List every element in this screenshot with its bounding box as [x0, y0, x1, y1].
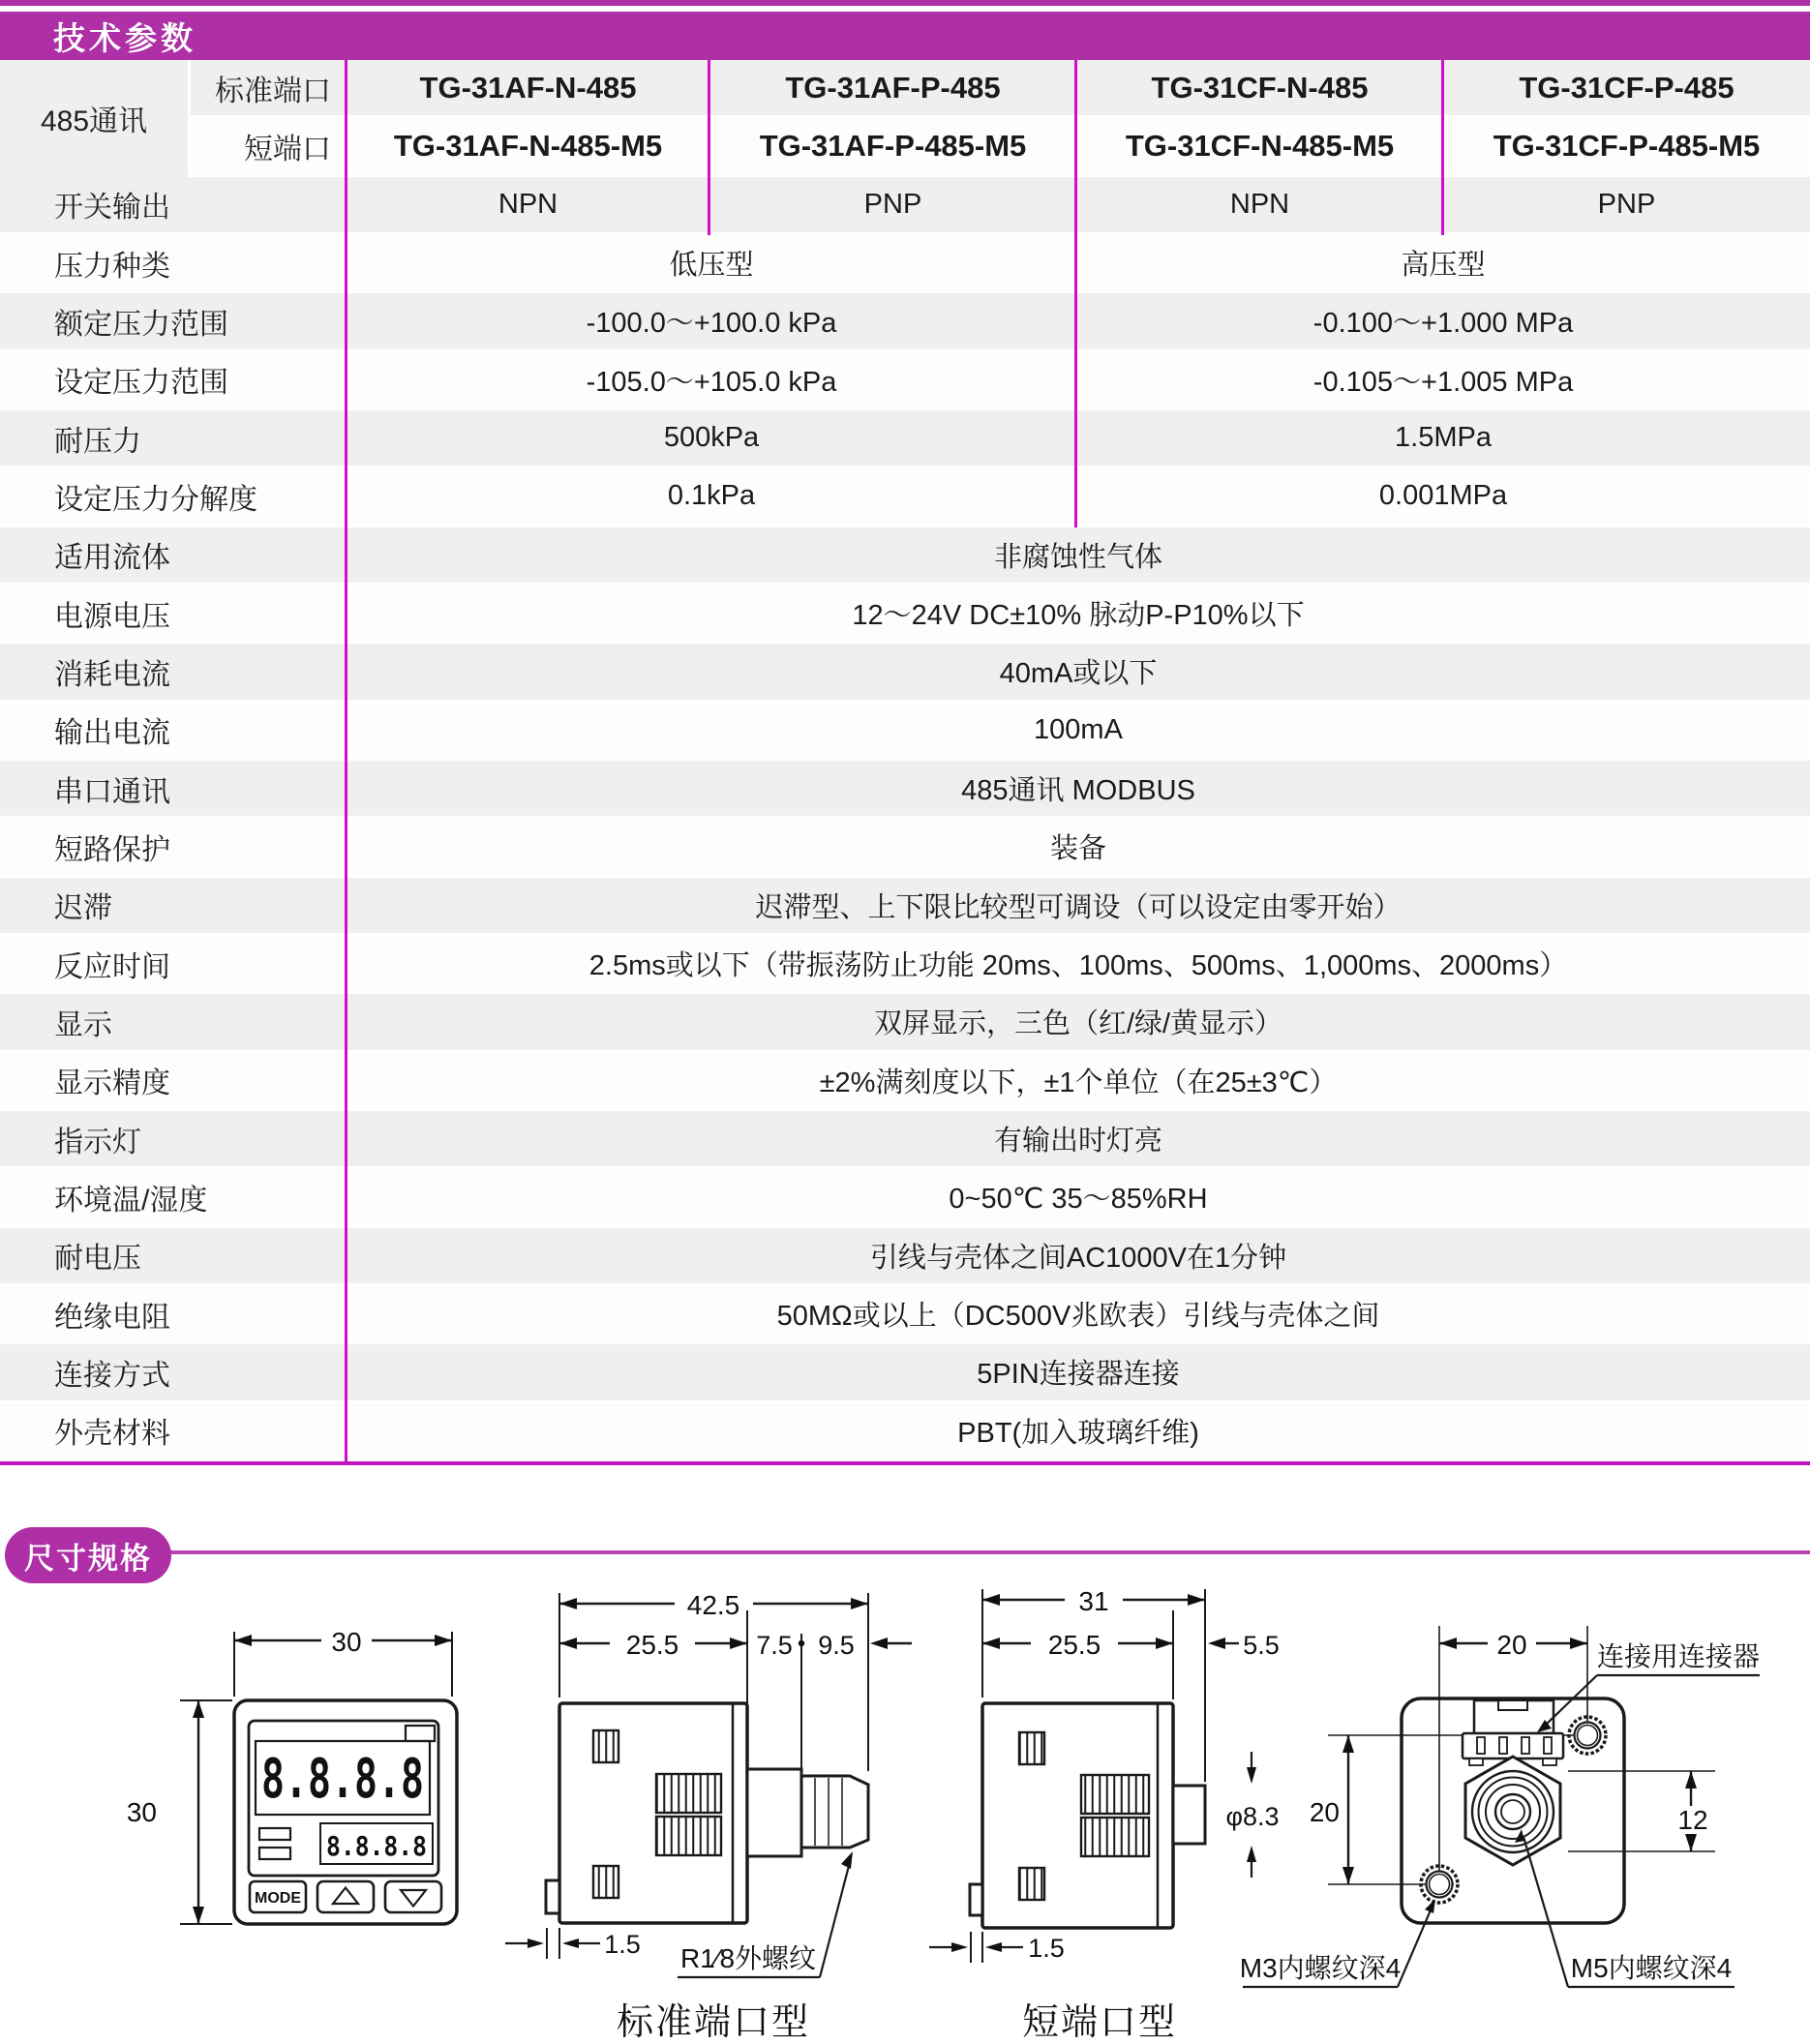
- spec-row-label: 压力种类: [54, 250, 170, 283]
- spec-value-cell: PBT(加入玻璃纤维): [957, 1417, 1199, 1449]
- model-number-cell: TG-31AF-N-485-M5: [393, 128, 663, 163]
- spec-value-cell: 装备: [1049, 833, 1106, 865]
- spec-row-label: 短路保护: [54, 833, 170, 866]
- model-number-cell: TG-31CF-P-485-M5: [1493, 128, 1761, 163]
- spec-value-cell: 5PIN连接器连接: [977, 1359, 1180, 1391]
- model-cells: [347, 118, 1810, 173]
- spec-row-label: 迟滞: [54, 892, 112, 925]
- spec-value-cell: 50MΩ或以上（DC500V兆欧表）引线与壳体之间: [776, 1301, 1380, 1333]
- spec-row-label: 显示: [54, 1008, 112, 1041]
- dim-standard-body: 25.5: [625, 1630, 679, 1660]
- spec-value-cell: 485通讯 MODBUS: [961, 775, 1195, 807]
- spec-row-values: [347, 644, 1810, 699]
- spec-row-label: 反应时间: [54, 950, 170, 983]
- model-number-cell: TG-31AF-P-485-M5: [759, 128, 1027, 163]
- section-divider-line: [87, 1550, 1810, 1554]
- m3-thread-label: M3内螺纹深4: [1239, 1953, 1402, 1983]
- spec-row-values: [347, 1403, 1810, 1458]
- spec-row-label: 耐压力: [54, 425, 141, 458]
- dim-short-total: 31: [1078, 1586, 1109, 1616]
- thread-type-label: R1⁄8外螺纹: [679, 1943, 817, 1973]
- dim-standard-b: 9.5: [818, 1631, 855, 1660]
- spec-row-values: [347, 235, 1810, 290]
- spec-row: [0, 1228, 1810, 1286]
- dim-short-b: 5.5: [1243, 1631, 1280, 1660]
- spec-value-cell: 低压型: [669, 250, 754, 282]
- spec-row-label: 设定压力范围: [54, 367, 228, 400]
- dim-short-body: 25.5: [1047, 1630, 1101, 1660]
- spec-row: [0, 235, 1810, 293]
- spec-row: [0, 1111, 1810, 1169]
- spec-row: [0, 60, 1810, 118]
- dim-rear-port: 12: [1677, 1805, 1708, 1835]
- spec-row: [0, 527, 1810, 586]
- port-type-label: 标准端口: [215, 75, 331, 107]
- spec-row-values: [347, 1053, 1810, 1108]
- grid-line-col1: [708, 60, 710, 235]
- spec-row: [0, 352, 1810, 410]
- spec-value-cell: 2.5ms或以下（带振荡防止功能 20ms、100ms、500ms、1,000ms、2000ms）: [588, 950, 1568, 982]
- spec-row-label: 绝缘电阻: [54, 1301, 170, 1334]
- spec-row-label: 电源电压: [54, 600, 170, 633]
- spec-row: [0, 1053, 1810, 1111]
- spec-row-label: 环境温/湿度: [54, 1184, 208, 1217]
- spec-row-label: 指示灯: [54, 1126, 141, 1158]
- spec-row: [0, 118, 1810, 176]
- spec-row-values: [347, 586, 1810, 641]
- spec-value-cell: 40mA或以下: [999, 658, 1158, 690]
- spec-table: [0, 60, 1810, 1461]
- model-number-cell: TG-31AF-P-485: [785, 70, 1001, 105]
- dim-short-tab: 1.5: [1028, 1934, 1065, 1963]
- spec-row-values: [347, 177, 1810, 232]
- spec-value-cell: 1.5MPa: [1395, 422, 1492, 454]
- spec-row-label: 显示精度: [54, 1067, 170, 1100]
- spec-row: [0, 293, 1810, 351]
- spec-value-cell: -0.105〜+1.005 MPa: [1312, 366, 1574, 398]
- spec-value-cell: 非腐蚀性气体: [993, 541, 1162, 573]
- spec-value-cell: 有输出时灯亮: [993, 1126, 1162, 1157]
- dim-standard-total: 42.5: [686, 1590, 740, 1620]
- model-number-cell: TG-31CF-P-485: [1519, 70, 1735, 105]
- spec-value-cell: 高压型: [1401, 250, 1486, 282]
- spec-row: [0, 703, 1810, 761]
- spec-row-values: [347, 994, 1810, 1049]
- spec-row-values: [347, 1344, 1810, 1399]
- spec-row-label: 串口通讯: [54, 775, 170, 808]
- spec-value-cell: 引线与壳体之间AC1000V在1分钟: [869, 1242, 1287, 1274]
- m5-thread-label: M5内螺纹深4: [1570, 1953, 1733, 1983]
- port-type-label: 短端口: [244, 133, 331, 165]
- drawing-front-view: [116, 1587, 494, 1974]
- spec-row: [0, 994, 1810, 1052]
- spec-row: [0, 586, 1810, 644]
- spec-value-cell: 100mA: [1034, 713, 1123, 745]
- dim-front-width: 30: [331, 1627, 362, 1657]
- spec-row-values: [347, 1286, 1810, 1341]
- spec-value-cell: 0.001MPa: [1378, 480, 1508, 512]
- spec-value-cell: NPN: [1229, 188, 1290, 220]
- spec-row: [0, 761, 1810, 819]
- mode-button-label: MODE: [255, 1890, 301, 1907]
- spec-value-cell: 0~50℃ 35〜85%RH: [949, 1184, 1208, 1216]
- spec-row: [0, 936, 1810, 994]
- spec-value-cell: ±2%满刻度以下，±1个单位（在25±3℃）: [819, 1067, 1338, 1098]
- spec-row-label: 输出电流: [54, 717, 170, 750]
- spec-value-cell: 双屏显示，三色（红/绿/黄显示）: [873, 1008, 1283, 1040]
- spec-value-cell: -105.0〜+105.0 kPa: [586, 366, 837, 398]
- dim-rear-horizontal: 20: [1496, 1630, 1527, 1660]
- model-cells: [347, 60, 1810, 115]
- drawing-standard-port: [484, 1587, 939, 2044]
- comm-group-label: 485通讯: [40, 105, 148, 138]
- display-sub-digits: 8.8.8.8: [326, 1830, 427, 1862]
- caption-standard-port: 标准端口型: [616, 2002, 811, 2043]
- dim-standard-tab: 1.5: [604, 1930, 641, 1959]
- section-header-dimensions: [5, 1527, 171, 1583]
- spec-row-values: [347, 761, 1810, 816]
- dim-short-diameter: φ8.3: [1225, 1802, 1280, 1831]
- top-accent-strip: [0, 0, 1810, 6]
- spec-row-values: [347, 410, 1810, 466]
- spec-row: [0, 177, 1810, 235]
- spec-row-values: [347, 1228, 1810, 1283]
- spec-row-values: [347, 293, 1810, 348]
- spec-row-label: 开关输出: [54, 192, 170, 225]
- model-number-cell: TG-31CF-N-485-M5: [1125, 128, 1395, 163]
- connector-label: 连接用连接器: [1596, 1641, 1761, 1671]
- spec-value-cell: PNP: [1597, 188, 1656, 220]
- spec-value-cell: 500kPa: [663, 422, 760, 454]
- model-number-cell: TG-31AF-N-485: [419, 70, 637, 105]
- spec-value-cell: -100.0〜+100.0 kPa: [586, 308, 837, 340]
- spec-row-label: 适用流体: [54, 542, 170, 575]
- spec-value-cell: PNP: [863, 188, 922, 220]
- spec-row-label: 耐电压: [54, 1243, 141, 1276]
- page-title: 技术参数: [53, 19, 196, 56]
- display-main-digits: 8.8.8.8: [261, 1748, 424, 1811]
- spec-row: [0, 819, 1810, 877]
- spec-row-label: 连接方式: [54, 1359, 170, 1392]
- spec-row-label: 设定压力分解度: [54, 483, 257, 516]
- grid-line-label-col: [345, 60, 347, 1461]
- spec-row-values: [347, 819, 1810, 874]
- spec-value-cell: -0.100〜+1.000 MPa: [1312, 308, 1574, 340]
- spec-row-label: 外壳材料: [54, 1418, 170, 1451]
- spec-row-label: 额定压力范围: [54, 308, 228, 341]
- spec-row-values: [347, 352, 1810, 407]
- dim-rear-vertical: 20: [1309, 1797, 1340, 1827]
- spec-row: [0, 1286, 1810, 1344]
- spec-row-values: [347, 527, 1810, 583]
- model-number-cell: TG-31CF-N-485: [1151, 70, 1369, 105]
- spec-row: [0, 1169, 1810, 1227]
- spec-value-cell: NPN: [498, 188, 558, 220]
- section2-title: 尺寸规格: [24, 1541, 152, 1576]
- spec-row: [0, 644, 1810, 702]
- spec-row: [0, 1344, 1810, 1402]
- spec-cell-comm-group: [0, 60, 191, 177]
- grid-line-center: [1074, 60, 1077, 527]
- table-bottom-border: [0, 1461, 1810, 1465]
- drawing-rear-view: [1239, 1587, 1810, 2044]
- spec-row-values: [347, 1169, 1810, 1224]
- dim-front-height: 30: [126, 1797, 157, 1827]
- spec-row: [0, 878, 1810, 936]
- grid-line-col3: [1441, 60, 1444, 235]
- section-header-technical-parameters: [0, 12, 1810, 60]
- spec-value-cell: 迟滞型、上下限比较型可调设（可以设定由零开始）: [755, 891, 1402, 923]
- spec-row: [0, 468, 1810, 526]
- spec-row-values: [347, 703, 1810, 758]
- spec-value-cell: 12〜24V DC±10% 脉动P-P10%以下: [852, 600, 1305, 632]
- spec-row: [0, 410, 1810, 468]
- spec-row: [0, 1403, 1810, 1461]
- spec-row-values: [347, 468, 1810, 524]
- spec-row-label: 消耗电流: [54, 658, 170, 691]
- dim-standard-a: 7.5: [756, 1631, 793, 1660]
- spec-row-values: [347, 936, 1810, 991]
- spec-value-cell: 0.1kPa: [667, 480, 756, 512]
- spec-row-values: [347, 878, 1810, 933]
- spec-row-values: [347, 1111, 1810, 1166]
- caption-short-port: 短端口型: [1021, 2002, 1178, 2043]
